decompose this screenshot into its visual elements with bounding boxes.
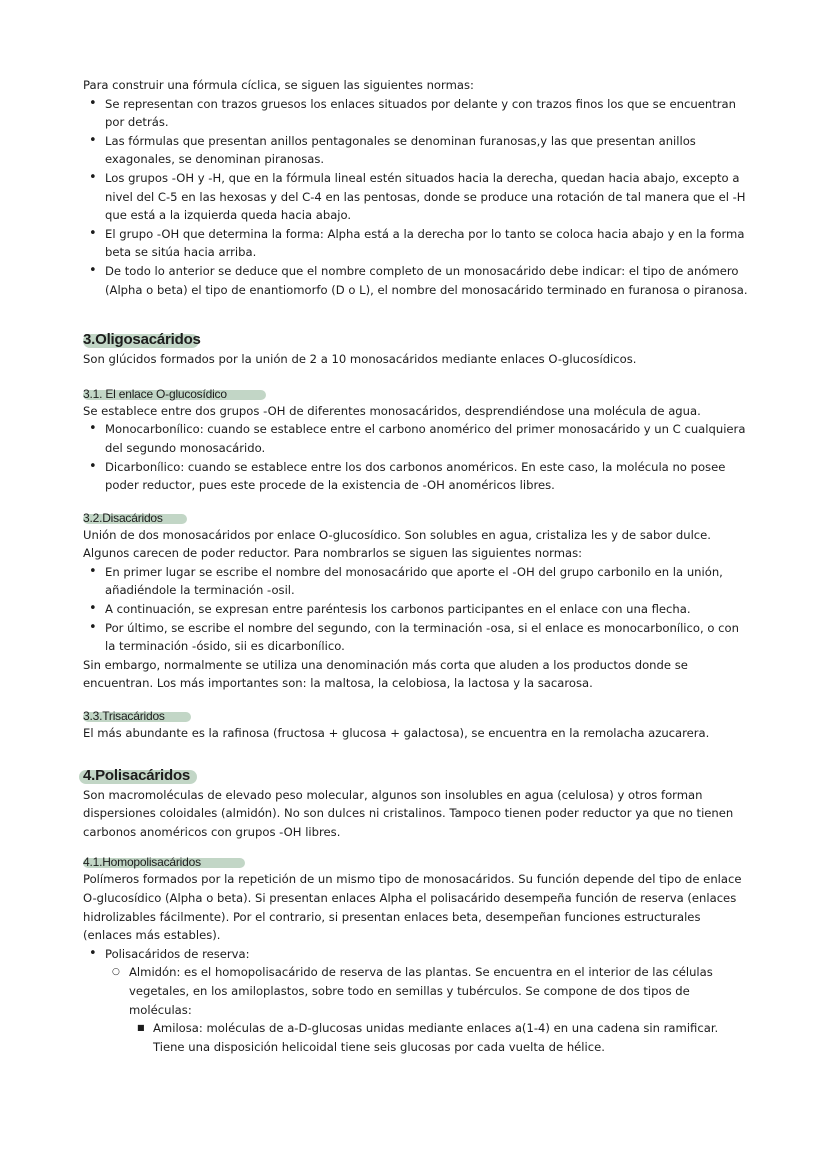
reserva-label: Polisacáridos de reserva: [105,946,250,961]
list-item: • Dicarbonílico: cuando se establece entre los dos carbonos anoméricos. En este caso, la molécula no posee poder reductor, pues este procede de la existencia de -OH anoméricos libres. [83,458,748,495]
heading-oligosacaridos: 3.Oligosacáridos [83,331,201,349]
enlace-text: Se establece entre dos grupos -OH de diferentes monosacáridos, desprendiéndose una molécula de agua. [83,403,701,418]
list-item: • Las fórmulas que presentan anillos pentagonales se denominan furanosas,y las que presentan anillos exagonales, se denominan piranosas. [83,132,748,169]
heading-polisacaridos: 4.Polisacáridos [83,766,190,786]
oligo-text: Son glúcidos formados por la unión de 2 a 10 monosacáridos mediante enlaces O-glucosídicos. [83,352,637,367]
almidon-sublist [107,1019,748,1056]
disac-text: Unión de dos monosacáridos por enlace O-glucosídico. Son solubles en agua, cristaliza les y de sabor dulce. Algunos carecen de poder reductor. Para nombrarlos se siguen las siguientes normas: [83,527,711,561]
disac-list [83,563,748,656]
list-item: • Se representan con trazos gruesos los enlaces situados por delante y con trazos finos los que se encuentran por detrás. [83,95,748,132]
intro-list [83,95,748,300]
list-item: • En primer lugar se escribe el nombre del monosacárido que aporte el -OH del grupo carbonilo en la unión, añadiéndole la terminación -osil. [83,563,748,600]
polisac-text: Son macromoléculas de elevado peso molecular, algunos son insolubles en agua (celulosa) y otros forman dispersiones coloidales (almidón). No son dulces ni cristalinos. Tampoco tienen poder reductor ya que no tienen carbonos anoméricos con grupos -OH libres. [83,787,734,839]
heading-trisacaridos: 3.3.Trisacáridos [83,708,165,724]
list-item: • Por último, se escribe el nombre del segundo, con la terminación -osa, si el enlace es monocarbonílico, o con la terminación -ósido, sii es dicarbonílico. [83,619,748,656]
heading-homopolisacaridos: 4.1.Homopolisacáridos [83,854,201,870]
list-item [107,963,748,1056]
list-item: ■ Amilosa: moléculas de a-D-glucosas unidas mediante enlaces a(1-4) en una cadena sin ramificar. Tiene una disposición helicoidal tiene seis glucosas por cada vuelta de hélice. [131,1019,748,1056]
homo-list [83,945,748,1057]
reserva-sublist [83,963,748,1056]
almidon-text: Almidón: es el homopolisacárido de reserva de las plantas. Se encuentra en el interior de las células vegetales, en los amiloplastos, sobre todo en semillas y tubérculos. Se compone de dos tipos de moléculas: [129,965,713,1017]
heading-disacaridos: 3.2.Disacáridos [83,510,163,526]
trisac-text: El más abundante es la rafinosa (fructosa + glucosa + galactosa), se encuentra en la remolacha azucarera. [83,726,710,741]
list-item: • El grupo -OH que determina la forma: Alpha está a la derecha por lo tanto se coloca hacia abajo y en la forma beta se sitúa hacia arriba. [83,225,748,262]
enlace-list [83,420,748,494]
heading-enlace-o-glucosidico: 3.1. El enlace O-glucosídico [83,386,227,402]
homo-text: Polímeros formados por la repetición de un mismo tipo de monosacáridos. Su función depende del tipo de enlace O-glucosídico (Alpha o beta). Si presentan enlaces Alpha el polisacárido desempeña función de reserva (enlaces hidrolizables fácilmente). Por el contrario, si presentan enlaces beta, desempeñan funciones estructurales (enlaces más estables). [83,872,742,943]
list-item: • Monocarbonílico: cuando se establece entre el carbono anomérico del primer monosacárido y un C cualquiera del segundo monosacárido. [83,420,748,457]
list-item: • De todo lo anterior se deduce que el nombre completo de un monosacárido debe indicar: el tipo de anómero (Alpha o beta) el tipo de enantiomorfo (D o L), el nombre del monosacárido terminado en furanosa o piranosa. [83,262,748,299]
list-item [83,945,748,1057]
document-page [83,76,748,1056]
list-item: • A continuación, se expresan entre paréntesis los carbonos participantes en el enlace con una flecha. [83,600,748,619]
list-item: • Los grupos -OH y -H, que en la fórmula lineal estén situados hacia la derecha, quedan hacia abajo, excepto a nivel del C-5 en las hexosas y del C-4 en las pentosas, donde se produce una rotación de tal manera que el -H que está a la izquierda queda hacia abajo. [83,169,748,225]
disac-closing: Sin embargo, normalmente se utiliza una denominación más corta que aluden a los productos donde se encuentran. Los más importantes son: la maltosa, la celobiosa, la lactosa y la sacarosa. [83,657,688,691]
intro-lead: Para construir una fórmula cíclica, se siguen las siguientes normas: [83,78,474,92]
